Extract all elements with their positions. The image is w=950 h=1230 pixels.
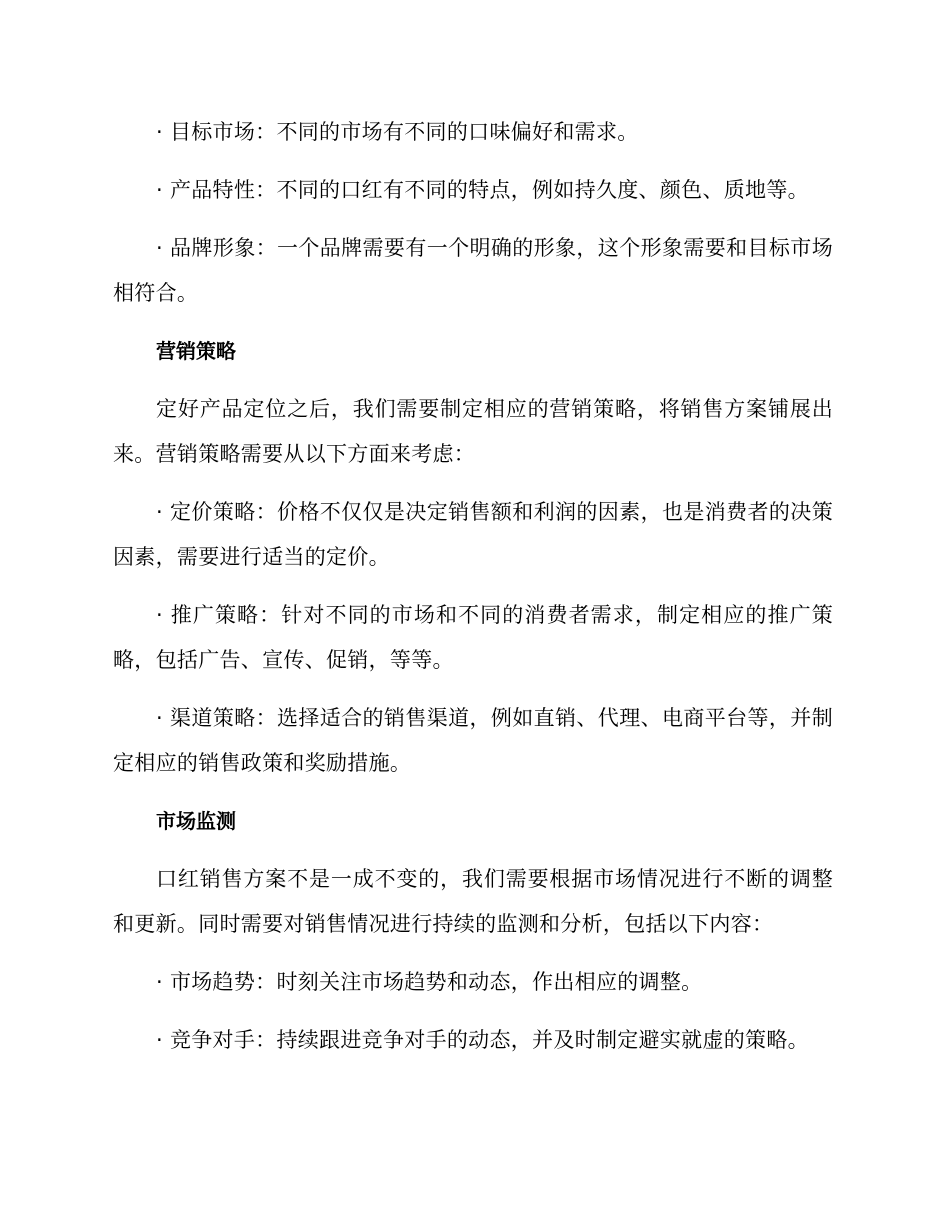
bullet-brand-image: · 品牌形象：一个品牌需要有一个明确的形象，这个形象需要和目标市场相符合。 <box>113 236 833 305</box>
spacer <box>113 580 833 593</box>
spacer <box>113 947 833 960</box>
document-body <box>113 110 833 1063</box>
paragraph-marketing-intro: 定好产品定位之后，我们需要制定相应的营销策略，将销售方案铺展出来。营销策略需要从以下方面来考虑： <box>113 397 833 466</box>
spacer <box>113 683 833 696</box>
spacer <box>113 477 833 490</box>
paragraph-monitoring-intro: 口红销售方案不是一成不变的，我们需要根据市场情况进行不断的调整和更新。同时需要对销售情况进行持续的监测和分析，包括以下内容： <box>113 867 833 936</box>
section-heading-market-monitoring: 市场监测 <box>156 809 236 833</box>
spacer <box>113 155 833 168</box>
section-heading-marketing-strategy: 营销策略 <box>156 339 236 363</box>
bullet-competitors: · 竞争对手：持续跟进竞争对手的动态，并及时制定避实就虚的策略。 <box>156 1028 809 1052</box>
bullet-promotion-strategy: · 推广策略：针对不同的市场和不同的消费者需求，制定相应的推广策略，包括广告、宣传、促销，等等。 <box>113 603 833 672</box>
bullet-pricing-strategy: · 定价策略：价格不仅仅是决定销售额和利润的因素，也是消费者的决策因素，需要进行适当的定价。 <box>113 500 833 569</box>
spacer <box>113 844 833 857</box>
bullet-target-market: · 目标市场：不同的市场有不同的口味偏好和需求。 <box>156 120 639 144</box>
bullet-product-features: · 产品特性：不同的口红有不同的特点，例如持久度、颜色、质地等。 <box>156 178 809 202</box>
spacer <box>113 786 833 799</box>
bullet-channel-strategy: · 渠道策略：选择适合的销售渠道，例如直销、代理、电商平台等，并制定相应的销售政策和奖励措施。 <box>113 706 833 775</box>
spacer <box>113 213 833 226</box>
bullet-market-trends: · 市场趋势：时刻关注市场趋势和动态，作出相应的调整。 <box>156 970 703 994</box>
spacer <box>113 374 833 387</box>
spacer <box>113 1005 833 1018</box>
spacer <box>113 316 833 329</box>
